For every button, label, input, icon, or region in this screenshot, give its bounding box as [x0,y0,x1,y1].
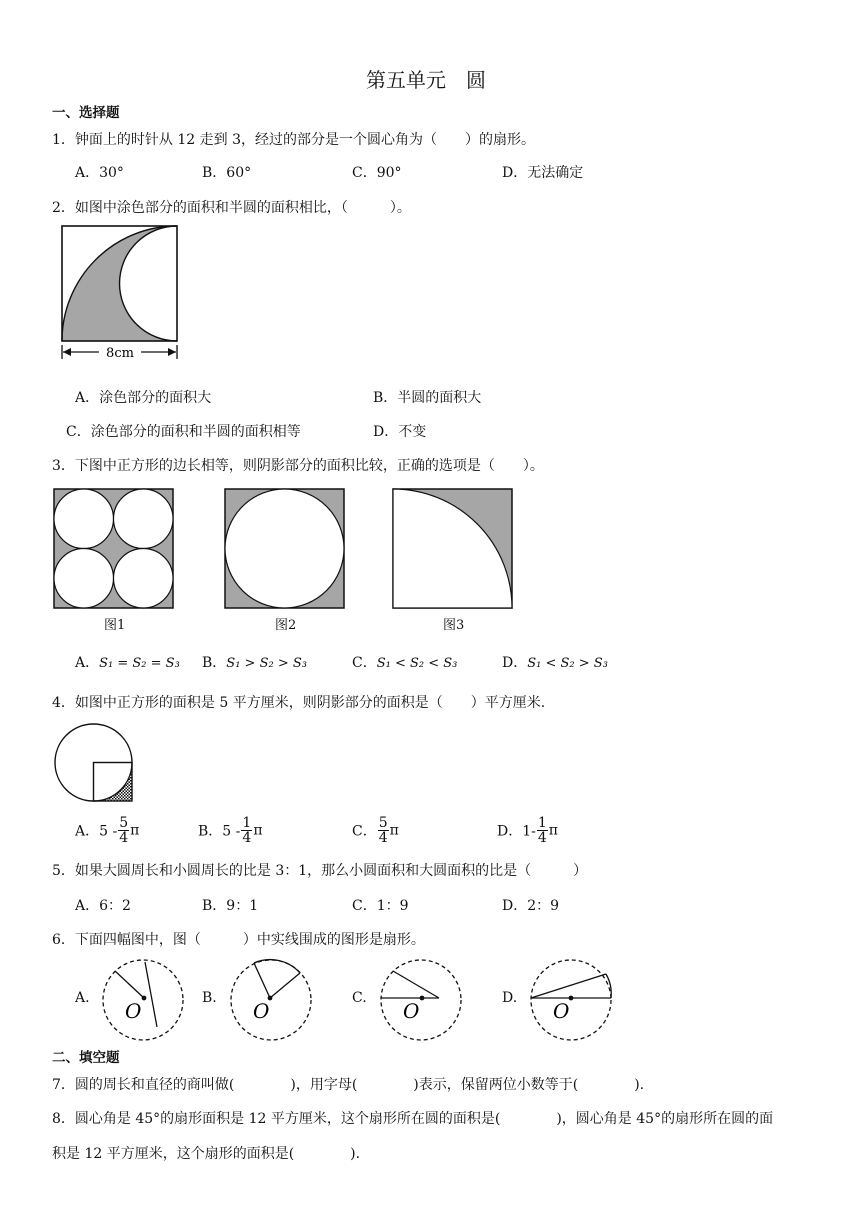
q2-option-d: D．不变 [373,424,427,440]
section-heading-fill: 二、填空题 [52,1050,120,1066]
q1-option-b: B．60° [202,165,252,181]
page-title: 第五单元 圆 [366,68,486,92]
q3-option-a: A．S₁ = S₂ = S₃ [75,655,180,671]
q6-figure-b [229,958,313,1042]
question-5-text: 5．如果大圆周长和小圆周长的比是 3：1，那么小圆面积和大圆面积的比是（ ） [52,863,588,879]
q3-figure-3 [392,488,514,610]
svg-text:O: O [125,999,142,1023]
section-heading-choice: 一、选择题 [52,105,120,121]
q5-option-a: A．6：2 [75,898,131,914]
question-1-text: 1．钟面上的时针从 12 走到 3，经过的部分是一个圆心角为（ ）的扇形。 [52,132,535,148]
q3-option-c-math: S₁ < S₂ < S₃ [376,656,458,671]
q2-option-c: C．涂色部分的面积和半圆的面积相等 [66,424,301,440]
question-7-text: 7．圆的周长和直径的商叫做( )，用字母( )表示，保留两位小数等于( ). [52,1077,645,1093]
q6-label-b: B. [202,990,217,1006]
q6-figure-a [101,958,185,1042]
q4-option-a: A．5 - $\frac{5}{4}$ π [75,815,140,846]
q6-figure-c [379,958,463,1042]
q6-label-c: C. [352,990,367,1006]
q4-figure [52,723,142,805]
q1-option-a: A．30° [75,165,124,181]
arrow-left-icon [63,348,71,356]
q2-option-b: B．半圆的面积大 [373,390,482,406]
q3-option-d: D．S₁ < S₂ > S₃ [502,655,608,671]
q3-figure-1 [53,488,175,610]
q3-caption-3: 图3 [443,618,465,633]
question-8-line-1: 8．圆心角是 45°的扇形面积是 12 平方厘米，这个扇形所在圆的面积是( )，圆心角是 45°的扇形所在圆的面 [52,1111,774,1127]
question-3-text: 3．下图中正方形的边长相等，则阴影部分的面积比较，正确的选项是（ ）。 [52,458,544,474]
arrow-right-icon [168,348,176,356]
question-8-line-2: 积是 12 平方厘米，这个扇形的面积是( ). [52,1146,361,1162]
q5-option-c: C．1：9 [352,898,409,914]
q3-caption-2: 图2 [275,618,297,633]
question-6-text: 6．下面四幅图中，图（ ）中实线围成的图形是扇形。 [52,932,425,948]
q1-option-d: D．无法确定 [502,165,584,181]
q3-option-a-math: S₁ = S₂ = S₃ [99,656,180,671]
question-2-text: 2．如图中涂色部分的面积和半圆的面积相比，（ ）。 [52,200,411,216]
svg-text:O: O [553,999,570,1023]
q2-dimension-label: 8cm [106,346,134,361]
q3-option-b-math: S₁ > S₂ > S₃ [226,656,307,671]
q3-figure-2 [224,488,346,610]
q5-option-b: B．9：1 [202,898,259,914]
q2-option-a: A．涂色部分的面积大 [75,390,212,406]
q1-option-c: C．90° [352,165,402,181]
q6-label-a: A. [75,990,90,1006]
q2-figure [55,222,190,364]
svg-text:O: O [403,999,420,1023]
q3-option-c: C．S₁ < S₂ < S₃ [352,655,458,671]
q6-label-d: D. [502,990,518,1006]
q5-option-d: D．2：9 [502,898,560,914]
q6-figure-d [529,958,613,1042]
q4-option-d: D．1- $\frac{1}{4}$ π [497,815,558,846]
question-4-text: 4．如图中正方形的面积是 5 平方厘米，则阴影部分的面积是（ ）平方厘米. [52,695,546,711]
q4-option-b: B．5 - $\frac{1}{4}$ π [198,815,263,846]
q3-caption-1: 图1 [104,618,126,633]
q4-option-c: C． $\frac{5}{4}$ π [352,815,399,846]
svg-text:O: O [253,999,270,1023]
q3-option-b: B．S₁ > S₂ > S₃ [202,655,307,671]
q3-option-d-math: S₁ < S₂ > S₃ [527,656,608,671]
